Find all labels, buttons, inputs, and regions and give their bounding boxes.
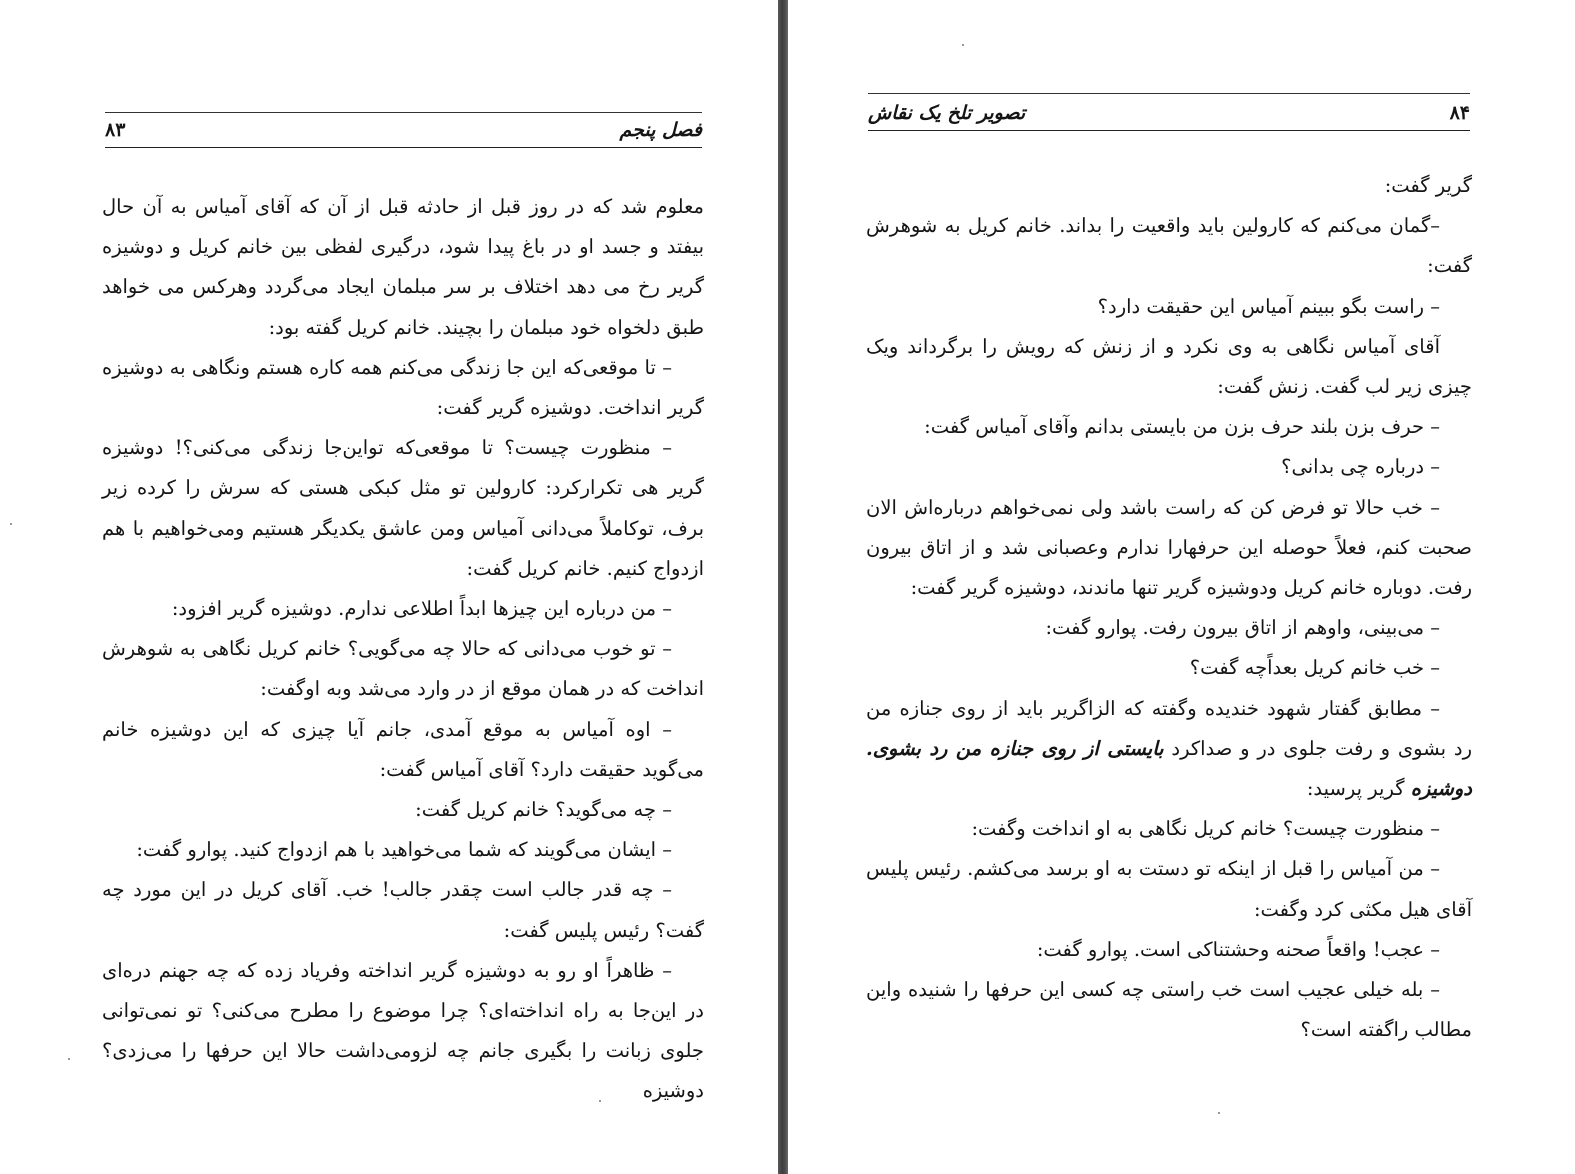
text-segment: گریر پرسید:	[1306, 777, 1411, 801]
scan-speck	[1218, 1112, 1220, 1114]
paragraph: – تا موقعی‌که این جا زندگی می‌کنم همه کاره هستم ونگاهی به دوشیزه گریر انداخت. دوشیزه گریر گفت:	[102, 355, 704, 420]
paragraph: – ظاهراً او رو به دوشیزه گریر انداخته وفریاد زده که چه جهنم دره‌ای در این‌جا به راه انداخته‌ای؟ چرا موضوع را مطرح می‌کنی؟ تو نمی‌توانی جلوی زبانت را بگیری جانم چه لزومی‌داشت حالا این حرفها را می‌زدی؟ دوشیزه	[102, 958, 704, 1103]
chapter-title: فصل پنجم	[619, 119, 702, 141]
book-title: تصویر تلخ یک نقاش	[868, 102, 1026, 124]
book-gutter	[778, 0, 788, 1174]
scan-speck	[962, 44, 964, 46]
emphasized-text: بایستی از روی جنازه من رد بشوی. دوشیزه	[866, 736, 1472, 801]
scan-speck	[68, 1058, 70, 1060]
paragraph: معلوم شد که در روز قبل از حادثه قبل از آن که آقای آمیاس به آن حال بیفتد و جسد او در باغ پیدا شود، درگیری لفظی بین خانم کریل و دوشیزه گریر رخ می دهد اختلاف بر سر مبلمان ایجاد می‌گردد وهرکس می خواهد طبق دلخواه خود مبلمان را بچیند. خانم کریل گفته بود:	[102, 195, 704, 339]
scan-speck	[599, 1100, 601, 1102]
right-page-body	[866, 166, 1472, 1050]
paragraph: –گمان می‌کنم که کارولین باید واقعیت را بداند. خانم کریل به شوهرش گفت:	[866, 214, 1472, 278]
paragraph: آقای آمیاس نگاهی به وی نکرد و از زنش که رویش را برگرداند ویک چیزی زیر لب گفت. زنش گفت:	[866, 334, 1472, 399]
paragraph: – چه می‌گوید؟ خانم کریل گفت:	[415, 798, 672, 822]
paragraph: – ایشان می‌گویند که شما می‌خواهید با هم ازدواج کنید. پوارو گفت:	[136, 838, 672, 862]
paragraph: – چه قدر جالب است چقدر جالب! خب. آقای کریل در این مورد چه گفت؟ رئیس پلیس گفت:	[102, 878, 704, 942]
text-segment: – مطابق گفتار شهود خندیده وگفته که الزاگریر باید از روی جنازه من رد بشوی و رفت جلوی در و صداکرد	[866, 696, 1472, 760]
paragraph: – راست بگو ببینم آمیاس این حقیقت دارد؟	[1097, 294, 1440, 318]
page-number: ۸۴	[1449, 102, 1470, 124]
paragraph: – من درباره این چیزها ابداً اطلاعی ندارم. دوشیزه گریر افزود:	[171, 597, 672, 621]
paragraph: – منظورت چیست؟ تا موقعی‌که تواین‌جا زندگی می‌کنی؟! دوشیزه گریر هی تکرارکرد: کارولین تو مثل کبکی هستی که سرش را کرده زیر برف، توکاملاً می‌دانی آمیاس ومن عاشق یکدیگر هستیم ومی‌خواهیم با هم ازدواج کنیم. خانم کریل گفت:	[102, 436, 704, 580]
left-page	[0, 0, 778, 1174]
paragraph: – خب خانم کریل بعداًچه گفت؟	[1189, 656, 1440, 680]
paragraph: – من آمیاس را قبل از اینکه تو دستت به او برسد می‌کشم. رئیس پلیس آقای هیل مکثی کرد وگفت:	[866, 857, 1472, 921]
paragraph: – می‌بینی، واوهم از اتاق بیرون رفت. پوارو گفت:	[1045, 616, 1440, 640]
paragraph: – بله خیلی عجیب است خب راستی چه کسی این حرفها را شنیده واین مطالب راگفته است؟	[866, 978, 1472, 1042]
right-page-header	[868, 93, 1470, 131]
paragraph: – عجب! واقعاً صحنه وحشتناکی است. پوارو گفت:	[1036, 937, 1440, 961]
paragraph: – اوه آمیاس به موقع آمدی، جانم آیا چیزی که این دوشیزه خانم می‌گوید حقیقت دارد؟ آقای آمیاس گفت:	[102, 717, 704, 781]
paragraph-with-emphasis	[866, 689, 1472, 810]
paragraph: – تو خوب می‌دانی که حالا چه می‌گویی؟ خانم کریل نگاهی به شوهرش انداخت که در همان موقع از در وارد می‌شد وبه اوگفت:	[102, 637, 704, 701]
page-number: ۸۳	[105, 119, 126, 141]
paragraph: – حرف بزن بلند حرف بزن من بایستی بدانم وآقای آمیاس گفت:	[924, 415, 1440, 439]
right-page	[788, 0, 1575, 1174]
paragraph: گریر گفت:	[1384, 174, 1472, 197]
paragraph: – درباره چی بدانی؟	[1281, 455, 1440, 479]
scan-speck	[10, 523, 12, 525]
left-page-header	[105, 112, 702, 148]
paragraph: – منظورت چیست؟ خانم کریل نگاهی به او انداخت وگفت:	[971, 817, 1440, 841]
left-page-body	[102, 187, 704, 1112]
paragraph: – خب حالا تو فرض کن که راست باشد ولی نمی‌خواهم درباره‌اش الان صحبت کنم، فعلاً حوصله این حرفهارا ندارم وعصبانی شد و از اتاق بیرون رفت. دوباره خانم کریل ودوشیزه گریر تنها ماندند، دوشیزه گریر گفت:	[866, 495, 1472, 600]
